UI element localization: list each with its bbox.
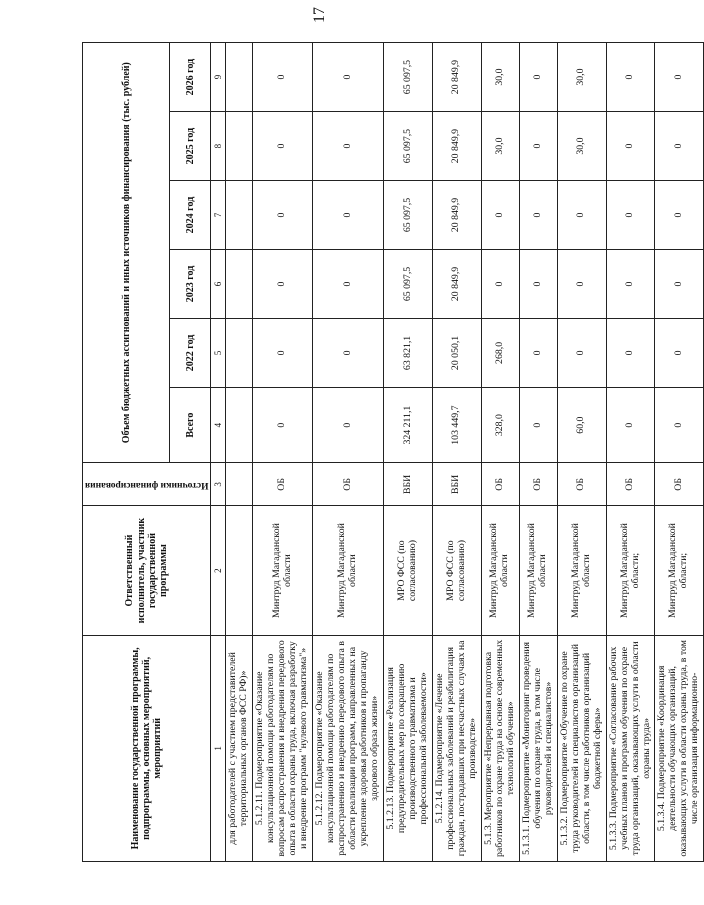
row-value-cell [226, 43, 253, 112]
row-source-cell: ОБ [606, 463, 655, 506]
header-year-2022: 2022 год [170, 318, 211, 387]
column-number: 9 [211, 43, 226, 112]
row-source-cell: ОБ [557, 463, 606, 506]
row-value-cell: 20 849,9 [432, 250, 481, 319]
row-value-cell: 0 [253, 43, 313, 112]
table-row [384, 43, 433, 862]
row-name-cell: 5.1.2.11. Подмероприятие «Оказание консультационной помощи работодателям по вопросам распространения и внедрения передового опыта в области охраны труда, включая разработку и внедрение программ "нулевого травматизма"» [253, 635, 313, 861]
row-value-cell: 0 [655, 250, 704, 319]
table-row [655, 43, 704, 862]
table-body [226, 43, 704, 862]
column-number: 6 [211, 250, 226, 319]
row-value-cell: 30,0 [557, 43, 606, 112]
row-value-cell: 0 [606, 43, 655, 112]
row-value-cell: 60,0 [557, 387, 606, 462]
row-executor-cell: Минтруд Магаданской области; [606, 506, 655, 635]
row-value-cell: 65 097,5 [384, 112, 433, 181]
row-value-cell: 0 [313, 387, 384, 462]
row-value-cell: 0 [313, 318, 384, 387]
column-number: 8 [211, 112, 226, 181]
row-value-cell: 0 [606, 250, 655, 319]
row-value-cell: 324 211,1 [384, 387, 433, 462]
row-value-cell: 0 [313, 250, 384, 319]
row-value-cell [226, 250, 253, 319]
header-year-2026: 2026 год [170, 43, 211, 112]
row-source-cell: ОБ [481, 463, 519, 506]
row-name-cell: 5.1.3.4. Подмероприятие «Координация деятельности обучающих организаций, оказывающих услуги в области охраны труда, в том числе организация информационно- [655, 635, 704, 861]
row-value-cell: 0 [313, 112, 384, 181]
row-value-cell: 0 [519, 387, 557, 462]
row-value-cell: 0 [606, 318, 655, 387]
column-number: 2 [211, 506, 226, 635]
row-executor-cell: Минтруд Магаданской области [481, 506, 519, 635]
table-row [557, 43, 606, 862]
row-value-cell: 0 [481, 181, 519, 250]
row-value-cell: 63 821,1 [384, 318, 433, 387]
table-row [226, 43, 253, 862]
row-value-cell: 65 097,5 [384, 43, 433, 112]
row-executor-cell: Минтруд Магаданской области [313, 506, 384, 635]
row-value-cell [226, 387, 253, 462]
row-value-cell: 268,0 [481, 318, 519, 387]
row-value-cell: 0 [253, 318, 313, 387]
row-source-cell: ОБ [313, 463, 384, 506]
column-number-row [211, 43, 226, 862]
rotated-table-container [82, 42, 701, 862]
row-source-cell [226, 463, 253, 506]
table-row [313, 43, 384, 862]
row-value-cell: 103 449,7 [432, 387, 481, 462]
row-name-cell: 5.1.3.3. Подмероприятие «Согласование рабочих учебных планов и программ обучения по охране труда организаций, оказывающих услуги в области охраны труда» [606, 635, 655, 861]
column-number: 7 [211, 181, 226, 250]
row-source-cell: ОБ [253, 463, 313, 506]
row-value-cell: 65 097,5 [384, 250, 433, 319]
row-executor-cell: МРО ФСС (по согласованию) [432, 506, 481, 635]
header-budget-group: Объем бюджетных ассигнований и иных источников финансирования (тыс. рублей) [83, 43, 170, 463]
row-value-cell: 0 [519, 43, 557, 112]
row-executor-cell: Минтруд Магаданской области [519, 506, 557, 635]
row-value-cell [226, 318, 253, 387]
row-value-cell: 30,0 [481, 43, 519, 112]
table-row [432, 43, 481, 862]
row-source-cell: ОБ [655, 463, 704, 506]
column-number: 5 [211, 318, 226, 387]
row-source-cell: ОБ [519, 463, 557, 506]
row-value-cell: 0 [313, 181, 384, 250]
header-year-2023: 2023 год [170, 250, 211, 319]
row-value-cell: 0 [655, 387, 704, 462]
row-executor-cell: Минтруд Магаданской области [253, 506, 313, 635]
row-name-cell: 5.1.2.14. Подмероприятие «Лечение профессиональных заболеваний и реабилитация граждан, пострадавших при несчастных случаях на производстве» [432, 635, 481, 861]
row-value-cell: 30,0 [557, 112, 606, 181]
row-name-cell: 5.1.3.1. Подмероприятие «Мониторинг проведения обучения по охране труда, в том числе руководителей и специалистов» [519, 635, 557, 861]
row-value-cell: 20 849,9 [432, 43, 481, 112]
column-number: 4 [211, 387, 226, 462]
row-value-cell: 20 849,9 [432, 112, 481, 181]
header-executor: Ответственный исполнитель, участник государственной программы [83, 506, 211, 635]
budget-table [82, 42, 704, 862]
row-value-cell: 0 [313, 43, 384, 112]
row-value-cell: 0 [557, 318, 606, 387]
row-value-cell: 0 [655, 112, 704, 181]
row-value-cell: 0 [655, 43, 704, 112]
row-value-cell: 0 [519, 318, 557, 387]
row-value-cell: 0 [606, 112, 655, 181]
header-total: Всего [170, 387, 211, 462]
row-name-cell: 5.1.3. Мероприятие «Непрерывная подготовка работников по охране труда на основе современных технологий обучения» [481, 635, 519, 861]
row-value-cell: 20 849,9 [432, 181, 481, 250]
row-value-cell: 65 097,5 [384, 181, 433, 250]
row-executor-cell: Минтруд Магаданской области [557, 506, 606, 635]
header-name: Наименование государственной программы, подпрограммы, основных мероприятий, мероприятий [83, 635, 211, 861]
row-value-cell: 0 [253, 250, 313, 319]
row-value-cell: 0 [481, 250, 519, 319]
row-value-cell: 0 [253, 112, 313, 181]
row-value-cell: 0 [519, 181, 557, 250]
row-executor-cell: МРО ФСС (по согласованию) [384, 506, 433, 635]
row-value-cell: 0 [606, 181, 655, 250]
row-value-cell: 0 [519, 112, 557, 181]
row-value-cell: 0 [557, 181, 606, 250]
row-value-cell: 0 [655, 318, 704, 387]
row-value-cell: 328,0 [481, 387, 519, 462]
column-number: 3 [211, 463, 226, 506]
row-value-cell: 20 050,1 [432, 318, 481, 387]
row-name-cell: 5.1.2.13. Подмероприятие «Реализация предупредительных мер по сокращению производственного травматизма и профессиональной заболеваемости» [384, 635, 433, 861]
table-row [253, 43, 313, 862]
header-year-2025: 2025 год [170, 112, 211, 181]
column-number: 1 [211, 635, 226, 861]
row-value-cell: 0 [253, 181, 313, 250]
table-row [519, 43, 557, 862]
table-row [606, 43, 655, 862]
page-number: 17 [311, 7, 328, 23]
row-value-cell: 30,0 [481, 112, 519, 181]
header-source: Источники финансирования [83, 463, 211, 506]
row-value-cell: 0 [253, 387, 313, 462]
table-row [481, 43, 519, 862]
row-name-cell: 5.1.2.12. Подмероприятие «Оказание консультационной помощи работодателям по распространению и внедрению передового опыта в области реализации программ, направленных на укрепление здоровья работников и пропаганду здорового образа жизни» [313, 635, 384, 861]
row-value-cell [226, 112, 253, 181]
row-name-cell: 5.1.3.2. Подмероприятие «Обучение по охране труда руководителей и специалистов организаций области, в том числе работников организаций бюджетной сферы» [557, 635, 606, 861]
row-value-cell: 0 [557, 250, 606, 319]
row-executor-cell [226, 506, 253, 635]
row-value-cell: 0 [606, 387, 655, 462]
row-source-cell: ВБИ [384, 463, 433, 506]
row-source-cell: ВБИ [432, 463, 481, 506]
row-value-cell: 0 [655, 181, 704, 250]
header-year-2024: 2024 год [170, 181, 211, 250]
row-value-cell: 0 [519, 250, 557, 319]
row-name-cell: для работодателей с участием представителей территориальных органов ФСС РФ)» [226, 635, 253, 861]
row-executor-cell: Минтруд Магаданской области; [655, 506, 704, 635]
row-value-cell [226, 181, 253, 250]
